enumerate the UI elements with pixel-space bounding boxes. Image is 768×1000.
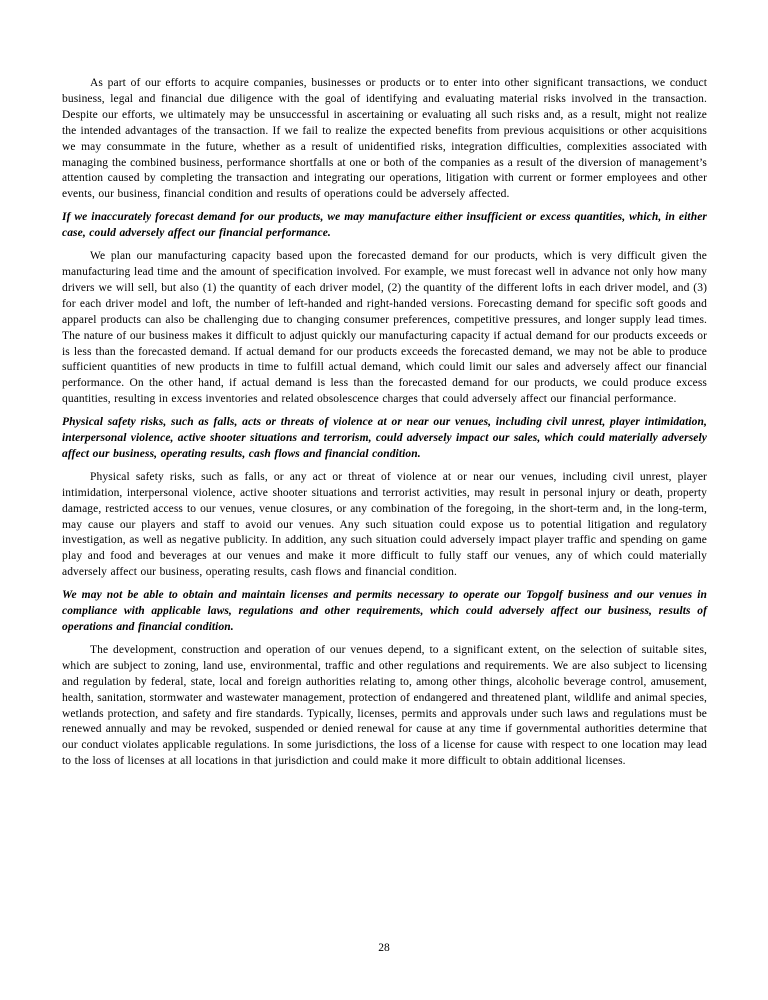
page-footer [0,942,768,954]
risk-factor-heading-physical-safety: Physical safety risks, such as falls, acts or threats of violence at or near our venues, including civil unrest, player intimidation, interpersonal violence, active shooter situations and terrorism, could adversely impact our sales, which could materially adversely affect our business, operating results, cash flows and financial condition. [62,416,707,460]
risk-factor-heading-forecast-demand: If we inaccurately forecast demand for our products, we may manufacture either insufficient or excess quantities, which, in either case, could adversely affect our financial performance. [62,211,707,240]
paragraph-manufacturing-capacity: We plan our manufacturing capacity based upon the forecasted demand for our products, which is very difficult given the manufacturing lead time and the amount of specification involved. For example, we must forecast well in advance not only how many drivers we will sell, but also (1) the quantity of each driver model, (2) the quantity of the different lofts in each driver model, and (3) for each driver model and loft, the number of left-handed and right-handed versions. Forecasting demand for specific soft goods and apparel products can also be challenging due to changing consumer preferences, competitive pressures, and longer supply lead times. The nature of our business makes it difficult to adjust quickly our manufacturing capacity if actual demand for our products exceeds or is less than the forecasted demand. If actual demand for our products exceeds the forecasted demand, we may not be able to produce sufficient quantities of new products in time to fulfill actual demand, which could limit our sales and adversely affect our financial performance. On the other hand, if actual demand is less than the forecasted demand for our products, we could produce excess quantities, resulting in excess inventories and related obsolescence charges that could adversely affect our financial performance. [62,250,707,406]
paragraph-physical-safety-risks: Physical safety risks, such as falls, or any act or threat of violence at or near our venues, including civil unrest, player intimidation, interpersonal violence, active shooter situations and terrorist activities, may result in personal injury or death, property damage, restricted access to our venues, venue closures, or any combination of the foregoing, in the short-term and, in the long-term, may cause our players and staff to avoid our venues. Any such situation could expose us to potential litigation and regulatory investigation, as well as negative publicity. In addition, any such situation could adversely impact player traffic and spending on game play and food and beverages at our venues and make it more difficult to fully staff our venues, any of which could materially adversely affect our business, operating results, cash flows and financial condition. [62,470,707,579]
page-number: 28 [378,942,390,954]
paragraph-acquisitions-risk: As part of our efforts to acquire companies, businesses or products or to enter into other significant transactions, we conduct business, legal and financial due diligence with the goal of identifying and evaluating material risks involved in the transaction. Despite our efforts, we ultimately may be unsuccessful in ascertaining or evaluating all such risks and, as a result, might not realize the intended advantages of the transaction. If we fail to realize the expected benefits from previous acquisitions or other acquisitions we may consummate in the future, whether as a result of unidentified risks, integration difficulties, complexities associated with managing the combined business, performance shortfalls at one or both of the companies as a result of the diversion of management’s attention caused by completing the transaction and integrating our operations, litigation with current or former employees and other events, our business, financial condition and results of operations could be adversely affected. [62,77,707,201]
risk-factor-heading-licenses-permits: We may not be able to obtain and maintain licenses and permits necessary to operate our Topgolf business and our venues in compliance with applicable laws, regulations and other requirements, which could adversely affect our business, results of operations and financial condition. [62,589,707,633]
paragraph-venue-licensing: The development, construction and operation of our venues depend, to a significant extent, on the selection of suitable sites, which are subject to zoning, land use, environmental, traffic and other regulations and requirements. We are also subject to licensing and regulation by federal, state, local and foreign authorities relating to, among other things, alcoholic beverage control, amusement, health, sanitation, stormwater and wastewater management, protection of endangered and threatened plant, wildlife and animal species, wetlands protection, and safety and fire standards. Typically, licenses, permits and approvals under such laws and regulations must be renewed annually and may be revoked, suspended or denied renewal for cause at any time if governmental authorities determine that our conduct violates applicable regulations. In some jurisdictions, the loss of a license for cause with respect to one location may lead to the loss of licenses at all locations in that jurisdiction and could make it more difficult to obtain additional licenses. [62,643,707,768]
page-content [62,76,707,777]
